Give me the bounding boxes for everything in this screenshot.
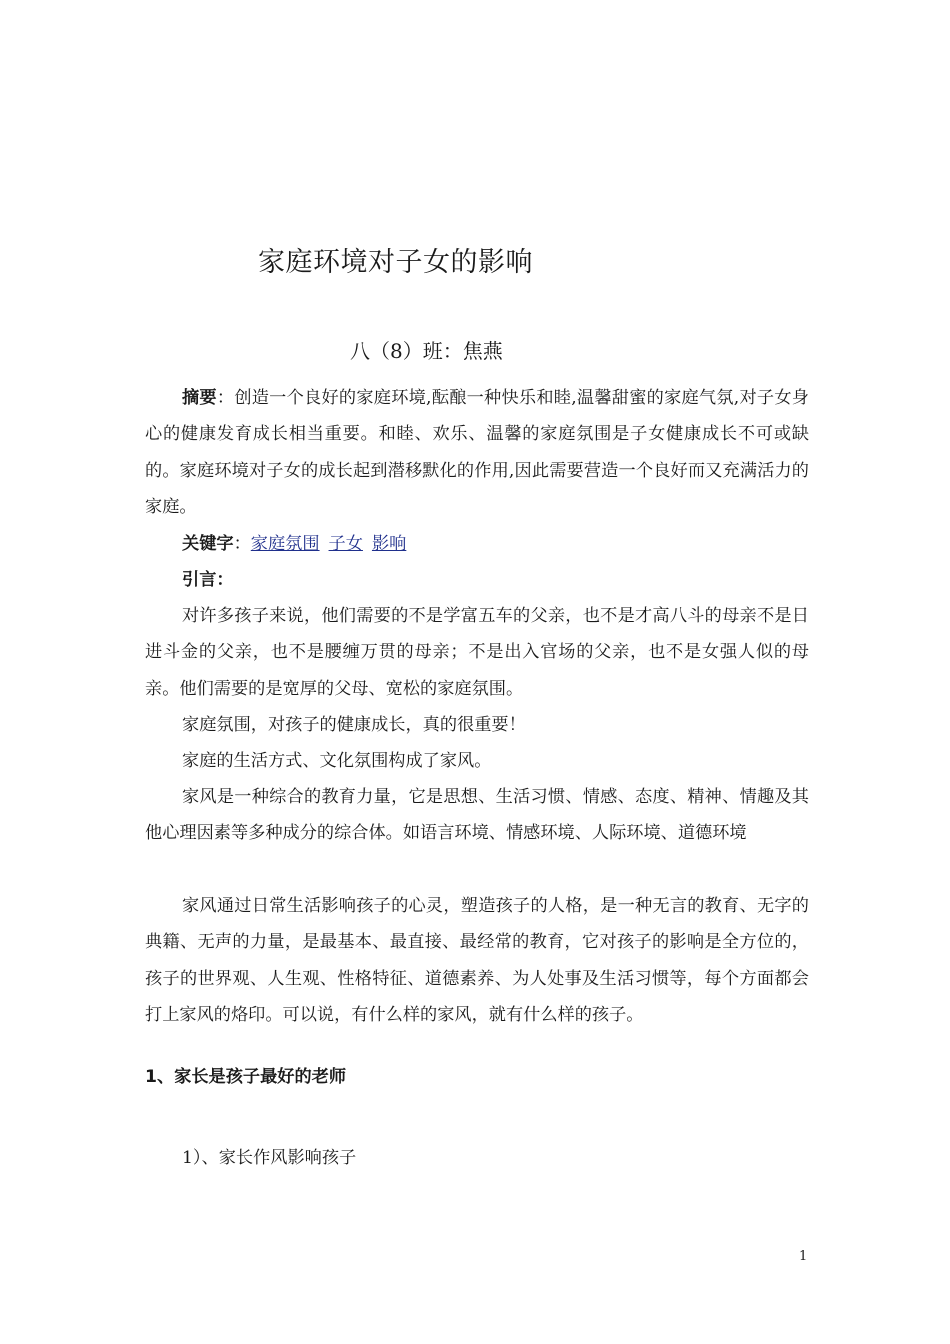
body-paragraph: 家庭的生活方式、文化氛围构成了家风。 xyxy=(182,751,492,771)
body-paragraph: 家风通过日常生活影响孩子的心灵，塑造孩子的人格，是一种无言的教育、无字的典籍、无声的力量，是最基本、最直接、最经常的教育，它对孩子的影响是全方位的，孩子的世界观、人生观、性格特征、道德素养、为人处事及生活习惯等，每个方面都会打上家风的烙印。可以说，有什么样的家风，就有什么样的孩子。 xyxy=(145,896,809,1025)
body-paragraph: 家庭氛围，对孩子的健康成长，真的很重要！ xyxy=(182,715,526,735)
author-line: 八（8）班：焦燕 xyxy=(350,339,503,363)
abstract-text: 创造一个良好的家庭环境,酝酿一种快乐和睦,温馨甜蜜的家庭气氛,对子女身心的健康发育成长相当重要。和睦、欢乐、温馨的家庭氛围是子女健康成长不可或缺的。家庭环境对子女的成长起到潜移默化的作用,因此需要营造一个良好而又充满活力的家庭。 xyxy=(145,388,809,517)
subsection-heading: 1）、家长作风影响孩子 xyxy=(182,1148,357,1168)
keyword-link[interactable]: 子女 xyxy=(328,534,363,554)
document-title: 家庭环境对子女的影响 xyxy=(258,247,533,278)
body-paragraph: 家风是一种综合的教育力量，它是思想、生活习惯、情感、态度、精神、情趣及其他心理因素等多种成分的综合体。如语言环境、情感环境、人际环境、道德环境 xyxy=(145,787,809,844)
intro-label: 引言： xyxy=(182,570,234,590)
keyword-link[interactable]: 影响 xyxy=(371,534,407,554)
abstract-colon: ： xyxy=(216,388,235,408)
page-number: 1 xyxy=(799,1249,808,1264)
keywords-label: 关键字 xyxy=(182,534,234,554)
keywords-line xyxy=(145,526,809,562)
abstract-label: 摘要 xyxy=(182,388,217,408)
body-paragraph: 对许多孩子来说，他们需要的不是学富五车的父亲，也不是才高八斗的母亲不是日进斗金的父亲，也不是腰缠万贯的母亲；不是出入官场的父亲，也不是女强人似的母亲。他们需要的是宽厚的父母、宽松的家庭氛围。 xyxy=(145,606,809,699)
abstract-paragraph xyxy=(145,380,809,525)
section-heading: 1、家长是孩子最好的老师 xyxy=(145,1067,347,1087)
keywords-colon: ： xyxy=(233,534,251,554)
keyword-link[interactable]: 家庭氛围 xyxy=(250,534,320,554)
